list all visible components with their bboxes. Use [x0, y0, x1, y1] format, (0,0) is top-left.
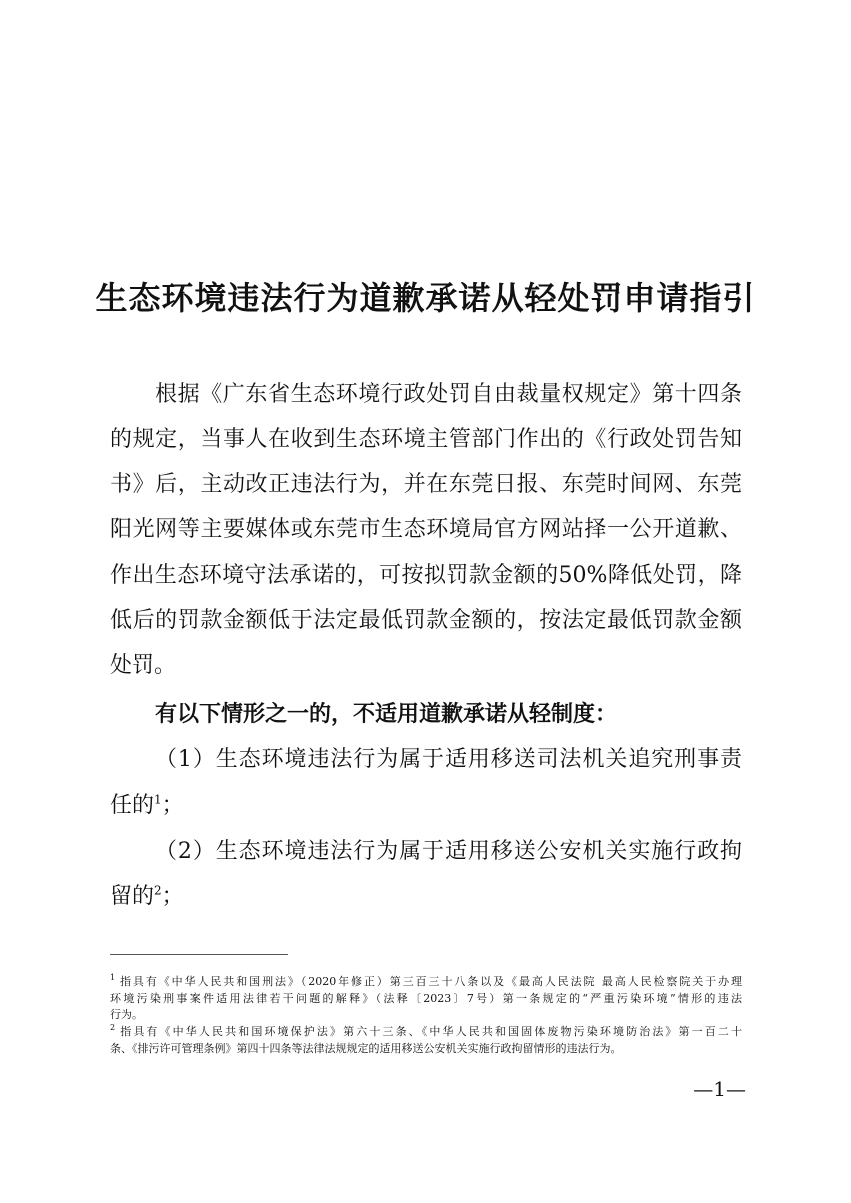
section-heading: 有以下情形之一的，不适用道歉承诺从轻制度： [155, 702, 618, 727]
paragraph-line: 的规定，当事人在收到生态环境主管部门作出的《行政处罚告知 [110, 427, 742, 452]
list-item-line: （2）生态环境违法行为属于适用移送公安机关实施行政拘 [155, 839, 742, 864]
footnote-divider [110, 954, 288, 955]
list-item-text: 留的 [110, 884, 155, 909]
paragraph-line: 根据《广东省生态环境行政处罚自由裁量权规定》第十四条 [155, 382, 742, 407]
footnote-line: 条、《排污许可管理条例》第四十四条等法律法规规定的适用移送公安机关实施行政拘留情形的违法行为。 [110, 1042, 622, 1055]
footnote-line [110, 1024, 742, 1039]
page-number: —1— [693, 1077, 746, 1101]
footnote-line: 环境污染刑事案件适用法律若干问题的解释》（法释〔2023〕7号）第一条规定的“严重污染环境”情形的违法 [110, 992, 742, 1005]
footnote-mark: 2 [110, 1023, 116, 1033]
footnote-text: 指具有《中华人民共和国环境保护法》第六十三条、《中华人民共和国固体废物污染环境防治法》第一百二十 [118, 1025, 742, 1038]
paragraph-line: 阳光网等主要媒体或东莞市生态环境局官方网站择一公开道歉、 [110, 517, 742, 542]
paragraph-line: 书》后，主动改正违法行为，并在东莞日报、东莞时间网、东莞 [110, 472, 742, 497]
list-item-text: 任的 [110, 793, 155, 818]
paragraph-line: 作出生态环境守法承诺的，可按拟罚款金额的50%降低处罚，降 [110, 563, 742, 588]
list-item-punctuation: ； [161, 884, 184, 909]
paragraph-line: 低后的罚款金额低于法定最低罚款金额的，按法定最低罚款金额 [110, 608, 742, 633]
paragraph-line: 处罚。 [110, 653, 177, 678]
list-item-line [110, 882, 742, 912]
footnote-line [110, 974, 742, 989]
list-item-line [110, 791, 742, 821]
footnote-text: 指具有《中华人民共和国刑法》（2020年修正）第三百三十八条以及《最高人民法院 最高人民检察院关于办理 [118, 975, 742, 988]
list-item-punctuation: ； [161, 793, 184, 818]
page-title: 生态环境违法行为道歉承诺从轻处罚申请指引 [95, 279, 756, 317]
footnote-reference: 1 [154, 792, 162, 807]
footnote-line: 行为。 [110, 1008, 143, 1021]
footnote-reference: 2 [154, 883, 162, 898]
list-item-line: （1）生态环境违法行为属于适用移送司法机关追究刑事责 [155, 747, 742, 772]
footnote-mark: 1 [110, 973, 116, 983]
